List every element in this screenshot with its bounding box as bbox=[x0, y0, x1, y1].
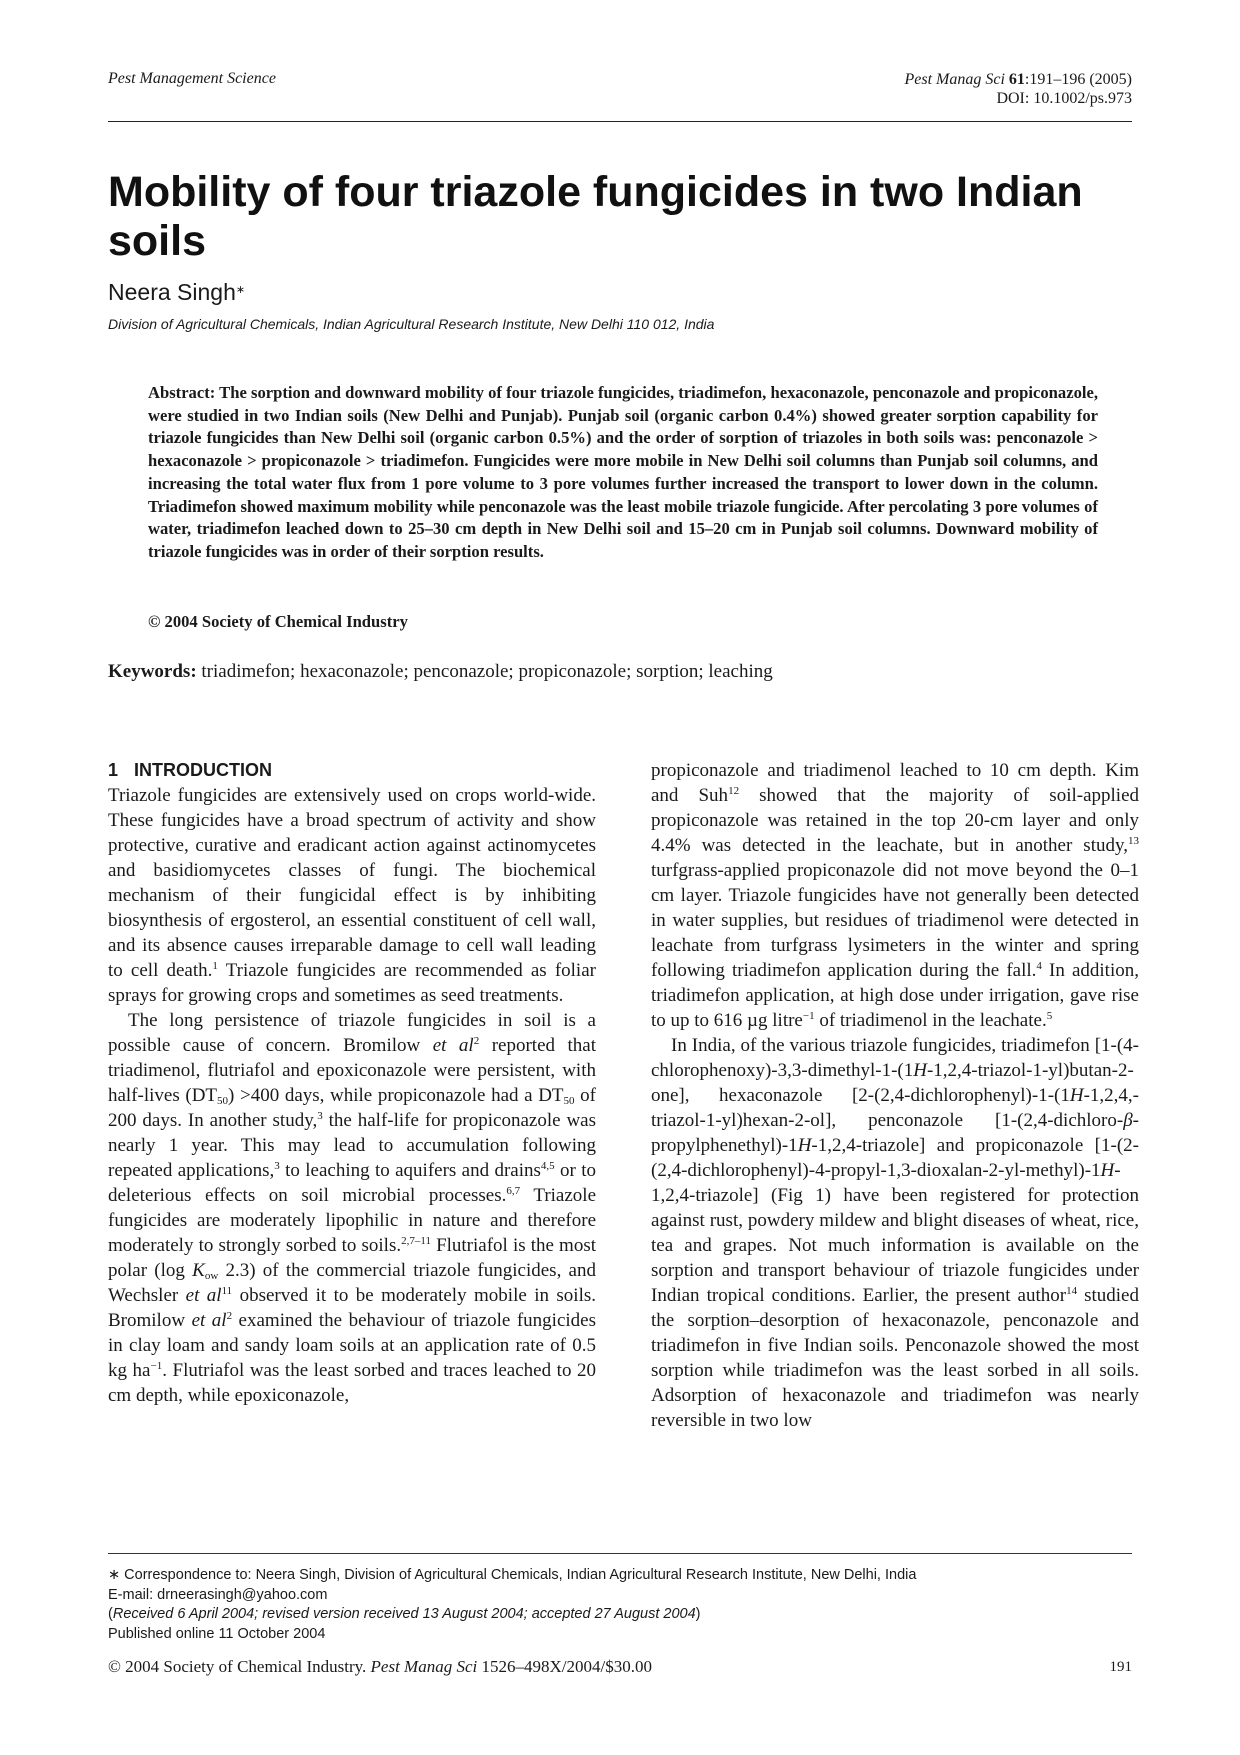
header-rule bbox=[108, 121, 1132, 122]
citation bbox=[904, 70, 1132, 89]
keywords-text: triadimefon; hexaconazole; penconazole; propiconazole; sorption; leaching bbox=[201, 661, 773, 682]
reference-link[interactable]: 2 bbox=[226, 1310, 233, 1322]
paragraph-4: In India, of the various triazole fungicides, triadimefon [1-(4-chlorophenoxy)-3,3-dimethyl-1-(1H-1,2,4-triazol-1-yl)butan-2-one], hexaconazole [2-(2,4-dichlorophenyl)-1-(1H-1,2,4,-triazol-1-yl)hexan-2-ol], penconazole [1-(2,4-dichloro-β-propylphenethyl)-1H-1,2,4-triazole] and propiconazole [1-(2-(2,4-dichlorophenyl)-4-propyl-1,3-dioxalan-2-yl-methyl)-1H-1,2,4-triazole] (Fig 1) have been registered for protection against rust, powdery mildew and blight diseases of wheat, rice, tea and grapes. Not much information is available on the sorption and transport behaviour of triazole fungicides under Indian tropical conditions. Earlier, the present author$^{14}$ studied the sorption–desorption of hexaconazole, penconazole and triadimefon in five Indian soils. Penconazole showed the most sorption while triadimefon was the least sorbed in all soils. Adsorption of hexaconazole and triadimefon was nearly reversible in two low bbox=[651, 1035, 1139, 1431]
author-line bbox=[108, 279, 245, 306]
section-number: 1 bbox=[108, 760, 119, 780]
left-column bbox=[108, 758, 596, 1408]
paragraph-3: propiconazole and triadimenol leached to 10 cm depth. Kim and Suh$^{12}$ showed that the majority of soil-applied propiconazole was retained in the top 20-cm layer and only 4.4% was detected in the leachate, but in another study,$^{13}$ turfgrass-applied propiconazole did not move beyond the 0–1 cm layer. Triazole fungicides have not generally been detected in water supplies, but residues of triadimenol were detected in leachate from turfgrass lysimeters in the winter and spring following triadimefon application during the fall.$^4$ In addition, triadimefon application, at high dose under irrigation, gave rise to up to 616 µg litre$^{-1}$ of triadimenol in the leachate.$^5$ bbox=[651, 760, 1140, 1031]
correspondence-note: ∗ Correspondence to: Neera Singh, Division of Agricultural Chemicals, Indian Agricultural Research Institute, New Delhi, India bbox=[108, 1567, 917, 1583]
reference-link[interactable]: 13 bbox=[1128, 835, 1139, 847]
page-number: 191 bbox=[1109, 1659, 1132, 1675]
citation-pages: :191–196 (2005) bbox=[1024, 71, 1132, 88]
section-title: INTRODUCTION bbox=[134, 760, 273, 780]
paragraph-2: The long persistence of triazole fungicides in soil is a possible cause of concern. Bromilow et $al^2$ reported that triadimenol, flutriafol and epoxiconazole were persistent, with half-lives $(DT_{50}) >400$ days, while propiconazole had a $DT_{50}$ of 200 days. In another study,$^3$ the half-life for propiconazole was nearly 1 year. This may lead to accumulation following repeated applications,$^3$ to leaching to aquifers and drains$^{4,5}$ or to deleterious effects on soil microbial processes.$^{6,7}$ Triazole fungicides are moderately lipophilic in nature and therefore moderately to strongly sorbed to soils.$^{2,7-11}$ Flutriafol is the most polar (log $K_{ow}$ 2.3) of the commercial triazole fungicides, and Wechsler et $al^{11}$ observed it to be moderately mobile in soils. Bromilow et $al^2$ examined the behaviour of triazole fungicides in clay loam and sandy loam soils at an application rate of 0.5 kg $ha^{-1}$. Flutriafol was the least sorbed and traces leached to 20 cm depth, while epoxiconazole, bbox=[108, 1010, 597, 1406]
footnote-rule bbox=[108, 1553, 1132, 1554]
abstract-copyright: © 2004 Society of Chemical Industry bbox=[148, 612, 408, 631]
reference-link[interactable]: 5 bbox=[1046, 1010, 1053, 1022]
reference-link[interactable]: 3 bbox=[274, 1160, 280, 1172]
reference-link[interactable]: 3 bbox=[317, 1110, 323, 1122]
author-mark: ∗ bbox=[235, 284, 246, 296]
citation-block bbox=[904, 70, 1132, 108]
citation-volume: 61 bbox=[1008, 71, 1025, 88]
keywords bbox=[108, 661, 773, 683]
reference-link[interactable]: 6,7 bbox=[506, 1185, 521, 1197]
section-heading bbox=[108, 758, 596, 783]
reference-link[interactable]: 11 bbox=[221, 1285, 233, 1297]
affiliation: Division of Agricultural Chemicals, Indian Agricultural Research Institute, New Delhi 110 012, India bbox=[108, 316, 715, 332]
reference-link[interactable]: 2 bbox=[473, 1035, 480, 1047]
abstract: Abstract: The sorption and downward mobility of four triazole fungicides, triadimefon, hexaconazole, penconazole and propiconazole, were studied in two Indian soils (New Delhi and Punjab). Punjab soil (organic carbon 0.4%) showed greater sorption capability for triazole fungicides than New Delhi soil (organic carbon 0.5%) and the order of sorption of triazoles in both soils was: penconazole > hexaconazole > propiconazole > triadimefon. Fungicides were more mobile in New Delhi soil columns than Punjab soil columns, and increasing the total water flux from 1 pore volume to 3 pore volumes further increased the transport to lower down in the column. Triadimefon showed maximum mobility while penconazole was the least mobile triazole fungicide. After percolating 3 pore volumes of water, triadimefon leached down to 25–30 cm depth in New Delhi soil and 15–20 cm in Punjab soil columns. Downward mobility of triazole fungicides was in order of their sorption results. bbox=[148, 383, 1098, 561]
published-date: Published online 11 October 2004 bbox=[108, 1625, 326, 1642]
right-column bbox=[651, 758, 1139, 1433]
reference-link[interactable]: 2,7–11 bbox=[401, 1235, 431, 1247]
reference-link[interactable]: 12 bbox=[728, 785, 740, 797]
received-dates: (Received 6 April 2004; revised version received 13 August 2004; accepted 27 August 2004) bbox=[108, 1606, 701, 1622]
paragraph-1: Triazole fungicides are extensively used on crops world-wide. These fungicides have a broad spectrum of activity and show protective, curative and eradicant action against actinomycetes and basidiomycetes classes of fungi. The biochemical mechanism of their fungicidal effect is by inhibiting biosynthesis of ergosterol, an essential constituent of cell wall, and its absence causes irreparable damage to cell wall leading to cell death.$^1$ Triazole fungicides are recommended as foliar sprays for growing crops and sometimes as seed treatments. bbox=[108, 785, 596, 1006]
author-email[interactable]: E-mail: drneerasingh@yahoo.com bbox=[108, 1586, 328, 1603]
reference-link[interactable]: 4,5 bbox=[540, 1160, 555, 1172]
reference-link[interactable]: 1 bbox=[212, 960, 218, 972]
doi[interactable]: DOI: 10.1002/ps.973 bbox=[996, 90, 1132, 107]
footer-citation: © 2004 Society of Chemical Industry. Pest Manag Sci 1526–498X/2004/$30.00 bbox=[108, 1657, 652, 1676]
author-name: Neera Singh bbox=[108, 279, 236, 305]
journal-name: Pest Management Science bbox=[108, 70, 276, 87]
citation-journal: Pest Manag Sci bbox=[904, 71, 1005, 88]
reference-link[interactable]: 14 bbox=[1066, 1285, 1078, 1297]
keywords-label: Keywords: bbox=[108, 661, 197, 682]
footnote bbox=[108, 1566, 1128, 1644]
reference-link[interactable]: 4 bbox=[1036, 960, 1042, 972]
article-title: Mobility of four triazole fungicides in two Indian soils bbox=[108, 168, 1083, 265]
